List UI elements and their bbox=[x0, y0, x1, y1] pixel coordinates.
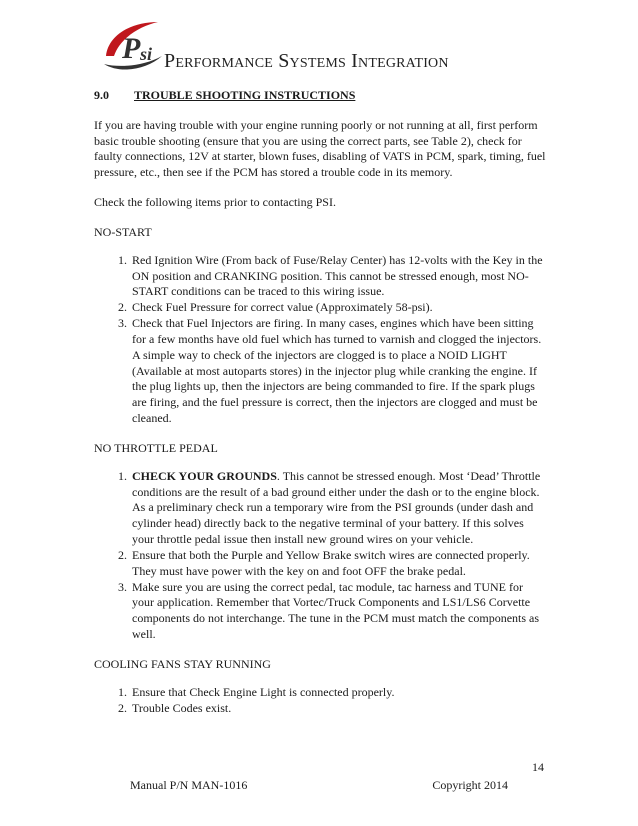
section-title bbox=[94, 88, 546, 104]
cooling-list bbox=[94, 685, 546, 717]
list-item: 1. Ensure that Check Engine Light is connected properly. bbox=[130, 685, 546, 701]
no-throttle-heading: NO THROTTLE PEDAL bbox=[94, 440, 218, 455]
cooling-heading: COOLING FANS STAY RUNNING bbox=[94, 656, 271, 671]
manual-number: Manual P/N MAN-1016 bbox=[130, 778, 248, 792]
document-body bbox=[94, 88, 546, 730]
page-number: 14 bbox=[532, 760, 544, 774]
list-item: 2. Ensure that both the Purple and Yellow Brake switch wires are connected properly. They must have power with the key on and foot OFF the brake pedal. bbox=[130, 548, 546, 580]
no-start-list bbox=[94, 253, 546, 427]
list-item: 2. Trouble Codes exist. bbox=[130, 701, 546, 717]
no-throttle-list bbox=[94, 469, 546, 643]
list-item: 3. Make sure you are using the correct pedal, tac module, tac harness and TUNE for your application. Remember that Vortec/Truck Components and LS1/LS6 Corvette components do not interchange. The tune in the PCM must match the components as well. bbox=[130, 580, 546, 643]
psi-logo bbox=[100, 16, 168, 74]
copyright: Copyright 2014 bbox=[432, 778, 508, 792]
section-heading: TROUBLE SHOOTING INSTRUCTIONS bbox=[134, 88, 356, 102]
svg-text:P: P bbox=[122, 32, 141, 65]
list-item: 3. Check that Fuel Injectors are firing. In many cases, engines which have been sitting for a few months have old fuel which has turned to varnish and clogged the injectors. A simple way to check of the injectors are clogged is to place a NOID LIGHT (Available at most autoparts stores) in the injector plug while cranking the engine. If the plug lights up, then the injectors are being commanded to fire. If the spark plugs are firing, and the fuel pressure is correct, then the injectors are clogged and must be cleaned. bbox=[130, 316, 546, 427]
intro-paragraph: If you are having trouble with your engine running poorly or not running at all, first perform basic trouble shooting (ensure that you are using the correct parts, see Table 2), check for faulty connections, 12V at starter, blown fuses, disabling of VATS in PCM, spark, timing, fuel pressure, etc., then see if the PCM has stored a trouble code in its memory. bbox=[94, 117, 546, 180]
section-number: 9.0 bbox=[94, 88, 109, 102]
no-start-heading: NO-START bbox=[94, 224, 152, 239]
company-name: Performance Systems Integration bbox=[164, 50, 449, 72]
list-item-text: . This cannot be stressed enough. Most ‘Dead’ Throttle conditions are the result of a bad ground either under the dash or to the engine block. As a preliminary check run a temporary wire from the PSI grounds (under dash and cylinder head) directly back to the negative terminal of your battery. If this solves your throttle pedal issue then install new ground wires on your vehicle. bbox=[132, 468, 541, 547]
page-header bbox=[100, 16, 540, 78]
check-line: Check the following items prior to contacting PSI. bbox=[94, 195, 336, 210]
list-item: 1. Red Ignition Wire (From back of Fuse/Relay Center) has 12-volts with the Key in the ON position and CRANKING position. This cannot be stressed enough, most NO-START conditions can be traced to this wiring issue. bbox=[130, 253, 546, 300]
list-item bbox=[130, 469, 546, 548]
svg-text:si: si bbox=[140, 44, 153, 64]
list-item: 2. Check Fuel Pressure for correct value (Approximately 58-psi). bbox=[130, 300, 546, 316]
check-grounds-emphasis: CHECK YOUR GROUNDS bbox=[132, 468, 277, 483]
